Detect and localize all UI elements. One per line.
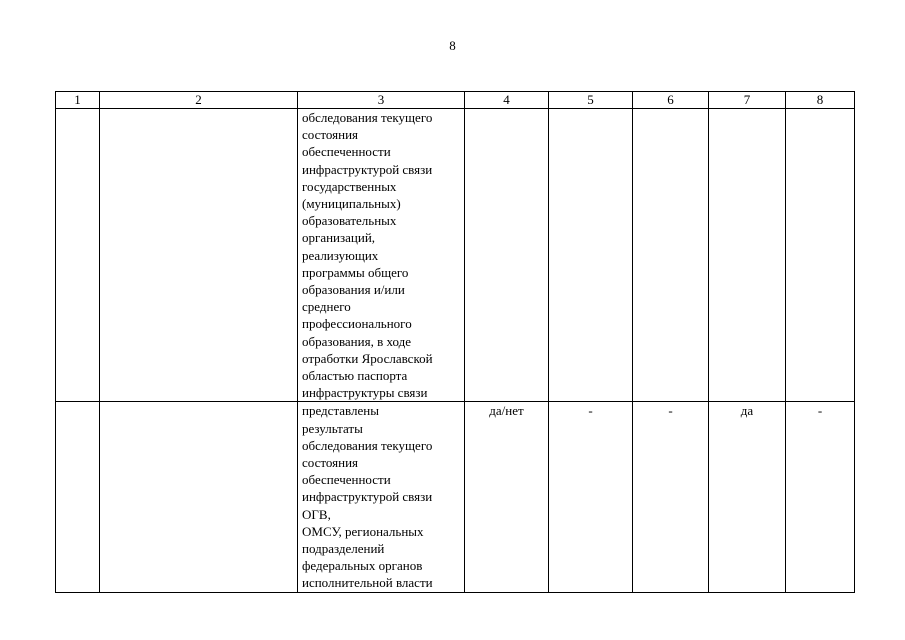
cell-col-5 (549, 109, 633, 402)
cell-measure-unit: да/нет (465, 402, 549, 592)
cell-col-2 (100, 109, 298, 402)
page-number: 8 (449, 38, 456, 53)
cell-indicator-text: представлены результаты обследования текущего состояния обеспеченности инфраструктурой связи ОГВ, ОМСУ, региональных подразделений федеральных органов исполнительной власти (298, 402, 465, 592)
cell-indicator-text: обследования текущего состояния обеспеченности инфраструктурой связи государственных (муниципальных) образовательных организаций, реализующих программы общего образования и/или среднего профессионального образования, в ходе отработки Ярославской областью паспорта инфраструктуры связи (298, 109, 465, 402)
header-col-1: 1 (56, 92, 100, 109)
cell-col-1 (56, 402, 100, 592)
cell-col-5: - (549, 402, 633, 592)
cell-col-6 (633, 109, 709, 402)
cell-col-4 (465, 109, 549, 402)
cell-col-7: да (709, 402, 786, 592)
cell-col-6: - (633, 402, 709, 592)
cell-col-7 (709, 109, 786, 402)
header-col-5: 5 (549, 92, 633, 109)
cell-col-1 (56, 109, 100, 402)
table-row (56, 402, 855, 592)
document-table (55, 91, 855, 593)
header-col-6: 6 (633, 92, 709, 109)
cell-col-8 (786, 109, 855, 402)
cell-col-8: - (786, 402, 855, 592)
header-col-3: 3 (298, 92, 465, 109)
header-col-8: 8 (786, 92, 855, 109)
table-header-row (56, 92, 855, 109)
header-col-7: 7 (709, 92, 786, 109)
header-col-4: 4 (465, 92, 549, 109)
header-col-2: 2 (100, 92, 298, 109)
cell-col-2 (100, 402, 298, 592)
table-row (56, 109, 855, 402)
